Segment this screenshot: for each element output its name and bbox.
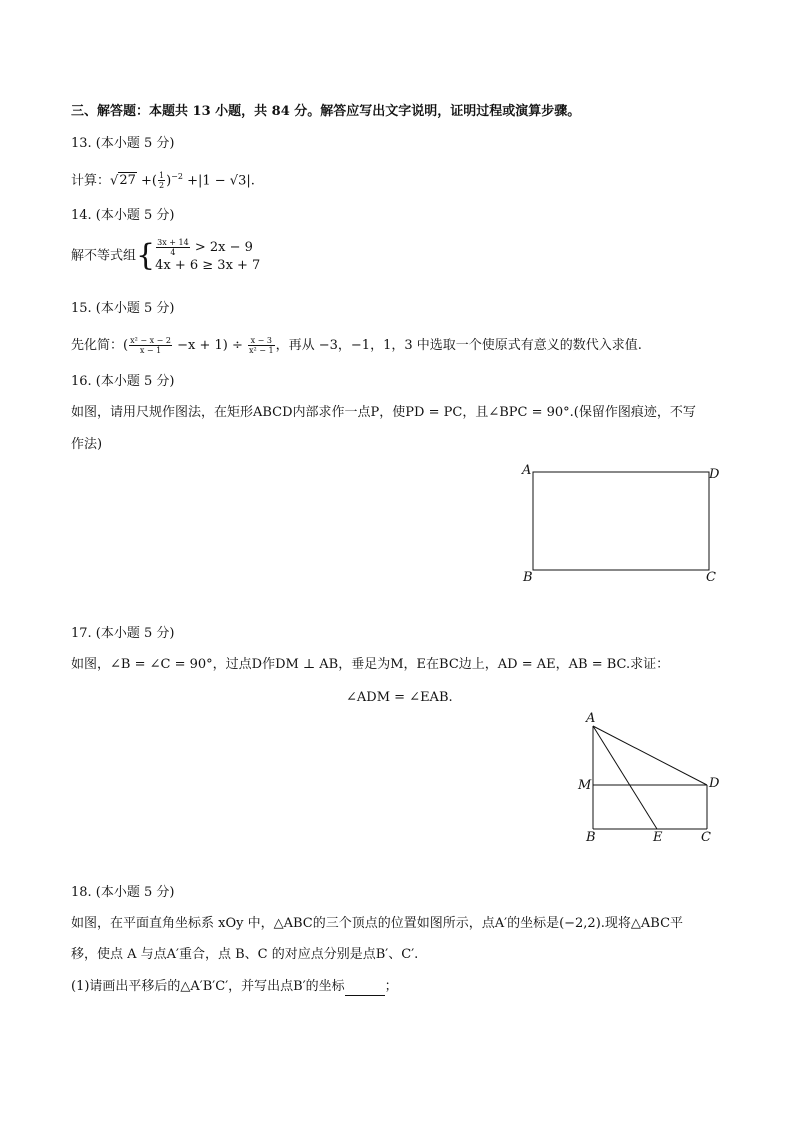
- q13-frac-num: 1: [158, 171, 165, 181]
- q13-expression: 计算：√27 +( $\frac{1}{2}$ )$^{-2}$ +|1 − √3|.: [71, 171, 255, 191]
- q14-inequality-system: [71, 238, 260, 275]
- q15-mid: −x + 1) ÷: [172, 338, 247, 353]
- rectangle-abcd: [533, 472, 709, 570]
- q18-label: 18. (本小题 5 分): [71, 885, 175, 900]
- q14-ineq1-num: 3x + 14: [157, 238, 189, 247]
- q15-f2-den: x² − 1: [249, 346, 274, 355]
- label-b: B: [523, 570, 533, 585]
- segment-ae: [593, 726, 657, 829]
- q18-text-line2: 移，使点 A 与点A′重合，点 B、C 的对应点分别是点B′、C′.: [71, 947, 419, 962]
- q14-system: [155, 238, 260, 274]
- q17-triangle-figure: [574, 708, 724, 848]
- answer-blank[interactable]: [345, 983, 385, 996]
- q13-fraction: [158, 171, 165, 190]
- q17-proof-goal: ∠ADM = ∠EAB.: [346, 690, 453, 705]
- q15-f2-num: x − 3: [248, 336, 275, 346]
- label-m: M: [578, 778, 592, 793]
- q14-label: 14. (本小题 5 分): [71, 208, 175, 223]
- label-e: E: [653, 830, 663, 845]
- q14-prefix: 解不等式组: [71, 248, 137, 264]
- section-header: 三、解答题：本题共 13 小题，共 84 分。解答应写出文字说明，证明过程或演算步骤。: [71, 104, 581, 119]
- label-c: C: [701, 830, 711, 845]
- q18-text-line1: 如图，在平面直角坐标系 xOy 中，△ABC的三个顶点的位置如图所示，点A′的坐标是(−2,2).现将△ABC平: [71, 916, 684, 931]
- label-a: A: [586, 711, 596, 726]
- q18-sub1-end: ；: [384, 979, 398, 994]
- q15-expression: [71, 334, 642, 358]
- label-d: D: [709, 776, 720, 791]
- q13-tail: +|1 − √3|.: [187, 173, 255, 189]
- q13-exponent: −2: [171, 172, 183, 181]
- q13-frac-den: 2: [158, 181, 165, 191]
- q16-text-line1: 如图，请用尺规作图法，在矩形ABCD内部求作一点P，使PD = PC，且∠BPC = 90°.(保留作图痕迹，不写: [71, 405, 696, 420]
- q17-label: 17. (本小题 5 分): [71, 626, 175, 641]
- q15-label: 15. (本小题 5 分): [71, 301, 175, 316]
- q13-prefix: 计算：: [71, 173, 111, 189]
- q16-rectangle-figure: [515, 460, 730, 590]
- segment-ad: [593, 726, 707, 785]
- q18-sub1-text: (1)请画出平移后的△A′B′C′，并写出点B′的坐标: [71, 979, 345, 994]
- q14-ineq1-den: 4: [170, 248, 176, 257]
- q14-ineq1-rhs: > 2x − 9: [190, 240, 253, 255]
- q15-prefix: 先化简：(: [71, 338, 129, 353]
- q16-label: 16. (本小题 5 分): [71, 374, 175, 389]
- left-brace-icon: {: [136, 238, 156, 273]
- label-b: B: [586, 830, 596, 845]
- label-d: D: [709, 467, 720, 482]
- label-a: A: [522, 463, 532, 478]
- q13-label: 13. (本小题 5 分): [71, 136, 175, 151]
- q18-subquestion-1: [71, 978, 398, 996]
- q13-sqrt-arg: 27: [119, 173, 136, 189]
- q17-text-line1: 如图，∠B = ∠C = 90°，过点D作DM ⊥ AB，垂足为M，E在BC边上，AD = AE，AB = BC.求证：: [71, 657, 670, 672]
- label-c: C: [706, 570, 716, 585]
- q15-f1-num: x² − x − 2: [130, 336, 171, 345]
- q16-text-line2: 作法): [71, 437, 103, 452]
- q14-ineq2: 4x + 6 ≥ 3x + 7: [155, 258, 261, 273]
- q15-suffix: ，再从 −3，−1，1，3 中选取一个使原式有意义的数代入求值.: [275, 338, 642, 353]
- q15-f1-den: x − 1: [139, 346, 162, 355]
